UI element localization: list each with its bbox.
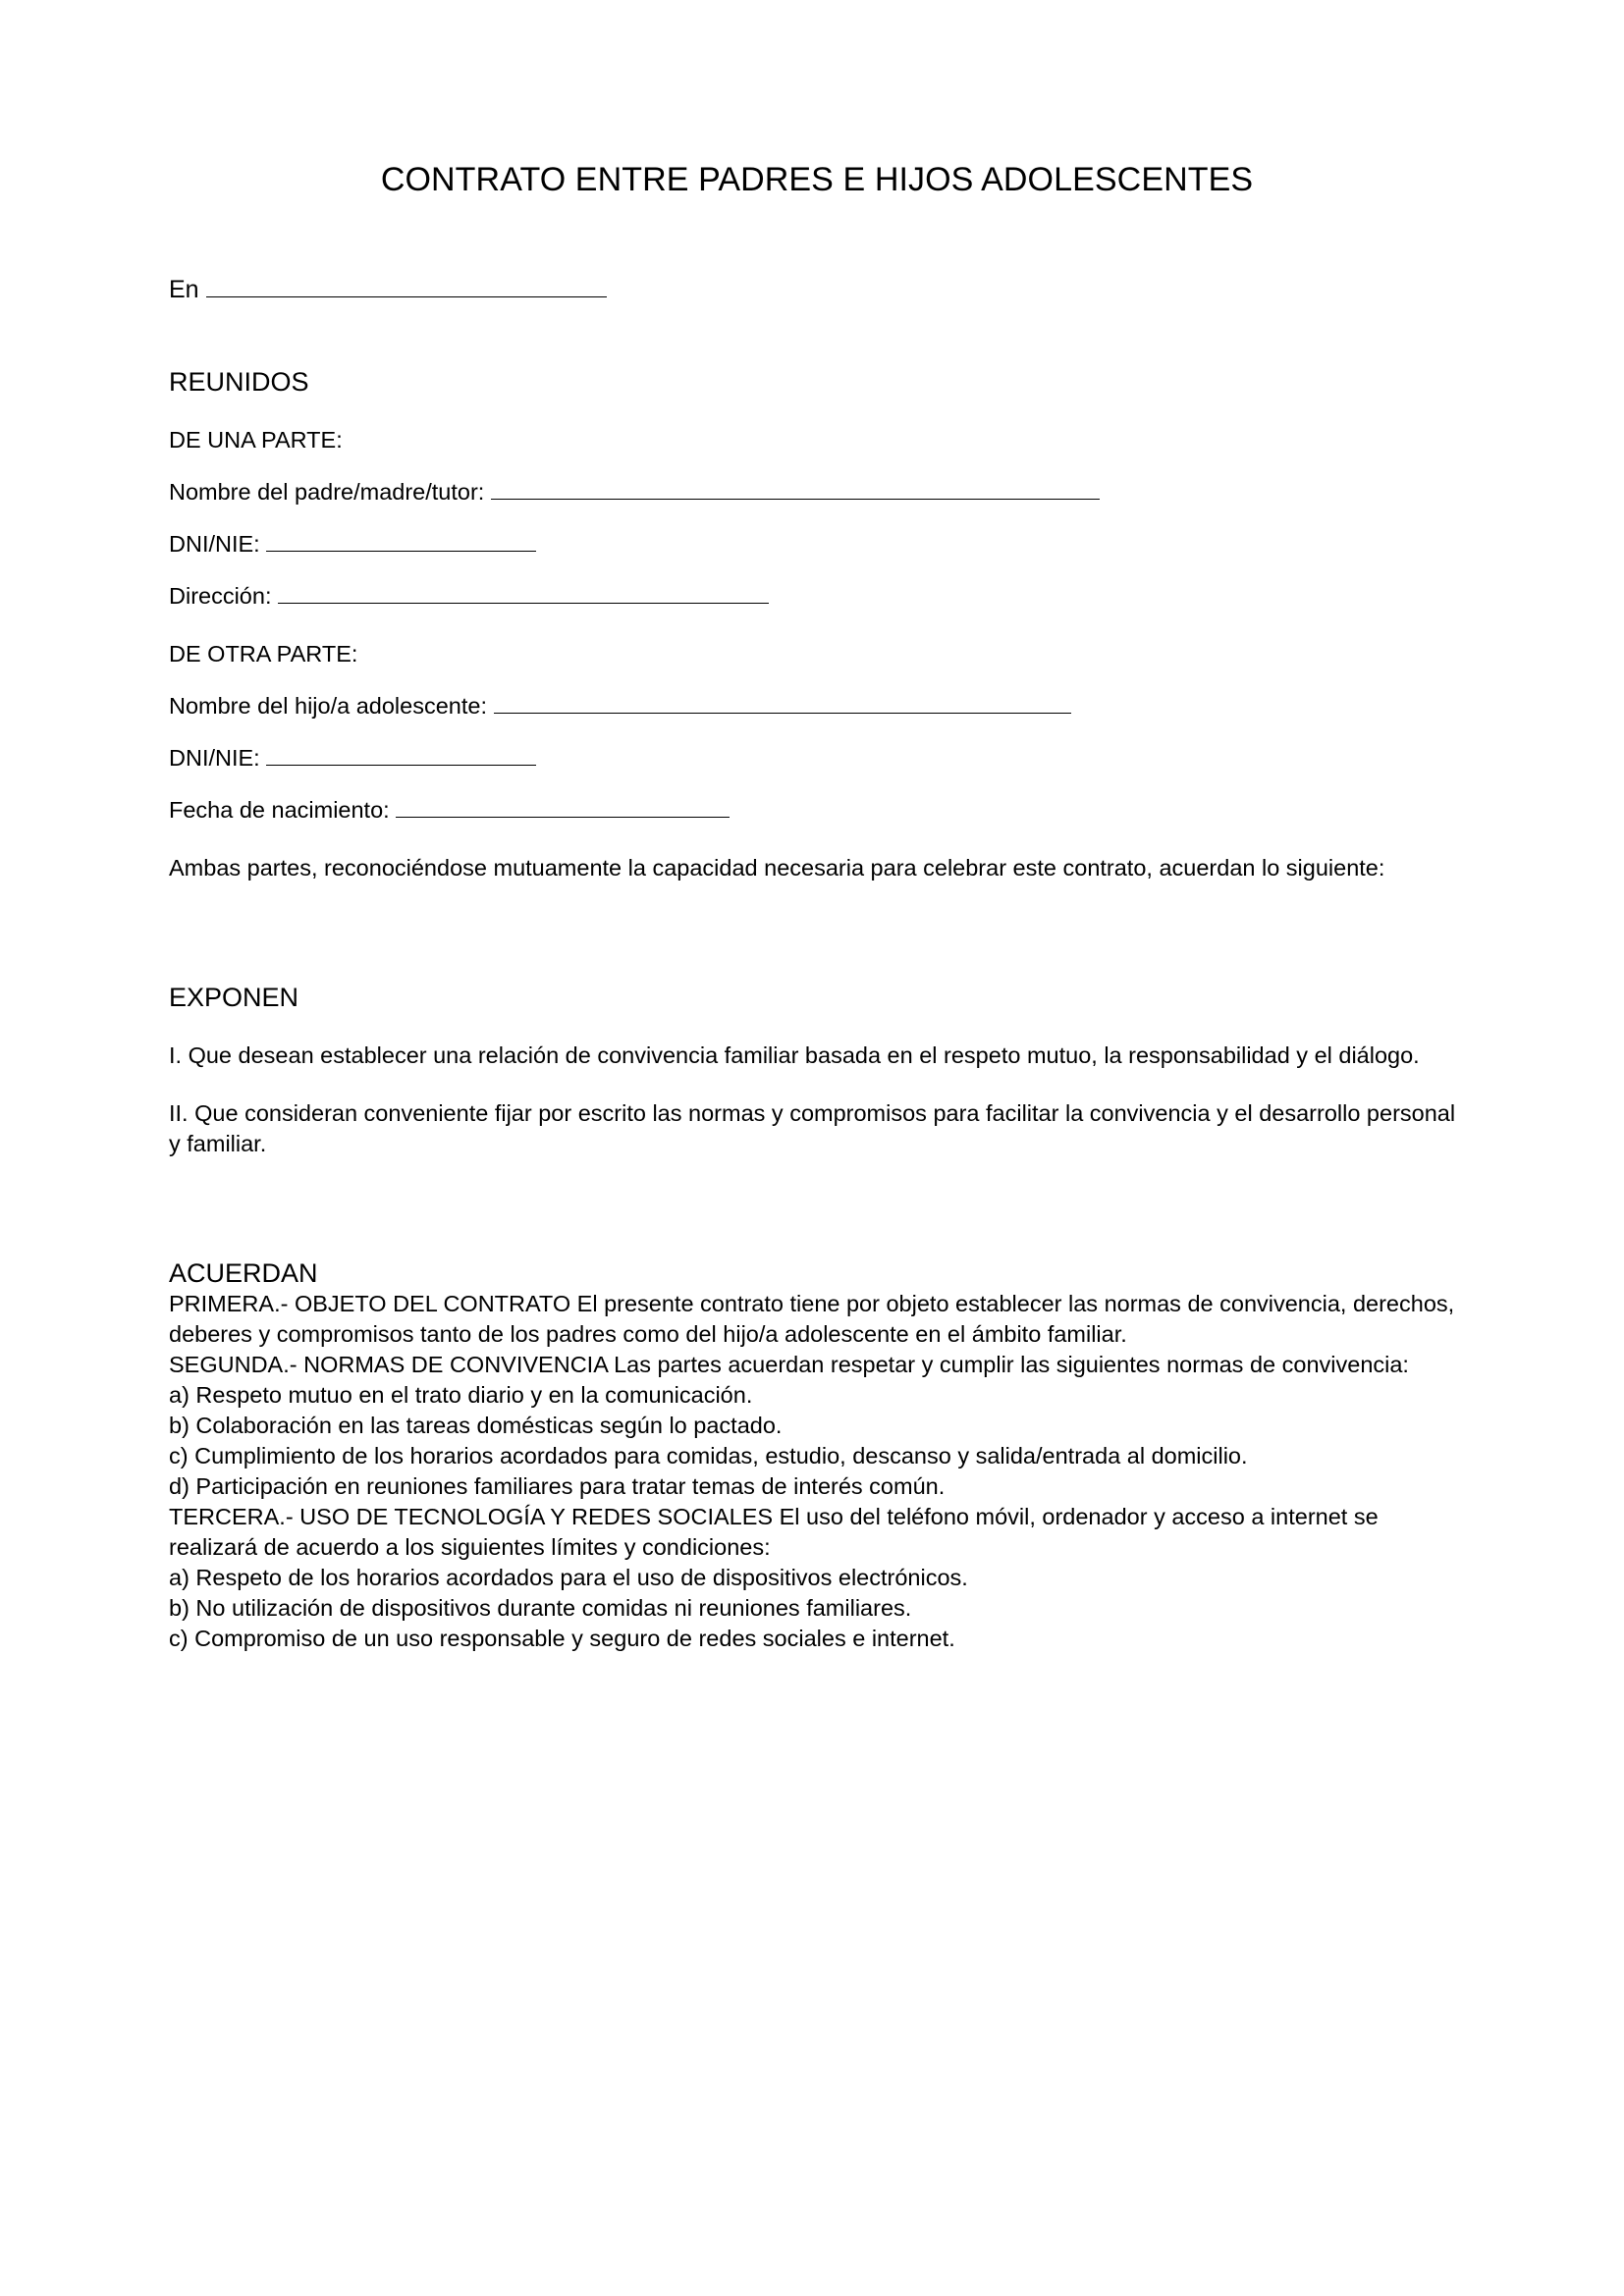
child-birthdate-field-row — [169, 795, 1465, 826]
exponen-item: I. Que desean establecer una relación de convivencia familiar basada en el respeto mutuo, la responsabilidad y el diálogo. — [169, 1042, 1420, 1068]
child-dni-label: DNI/NIE: — [169, 745, 267, 771]
parent-address-input-line[interactable] — [278, 584, 769, 604]
parent-name-input-line[interactable] — [491, 480, 1100, 500]
place-field-row — [169, 275, 1465, 304]
clause-intro: SEGUNDA.- NORMAS DE CONVIVENCIA Las partes acuerdan respetar y cumplir las siguientes normas de convivencia: — [169, 1352, 1409, 1377]
place-field-label: En — [169, 276, 206, 303]
party-one-label: DE UNA PARTE: — [169, 427, 343, 453]
clause-item: a) Respeto de los horarios acordados para el uso de dispositivos electrónicos. — [169, 1565, 968, 1590]
clause-item: b) Colaboración en las tareas domésticas según lo pactado. — [169, 1413, 783, 1438]
clause-item: d) Participación en reuniones familiares para tratar temas de interés común. — [169, 1473, 946, 1499]
child-name-input-line[interactable] — [494, 694, 1071, 714]
child-name-label: Nombre del hijo/a adolescente: — [169, 693, 494, 719]
clause-item: c) Cumplimiento de los horarios acordados para comidas, estudio, descanso y salida/entrada al domicilio. — [169, 1443, 1248, 1468]
child-name-field-row — [169, 691, 1465, 721]
page-title: CONTRATO ENTRE PADRES E HIJOS ADOLESCENTES — [380, 161, 1254, 198]
clause-intro: PRIMERA.- OBJETO DEL CONTRATO El presente contrato tiene por objeto establecer las normas de convivencia, derechos, deberes y compromisos tanto de los padres como del hijo/a adolescente en el ámbito familiar. — [169, 1291, 1455, 1347]
exponen-item: II. Que consideran conveniente fijar por escrito las normas y compromisos para facilitar la convivencia y el desarrollo personal y familiar. — [169, 1100, 1456, 1156]
clause-tercera — [169, 1502, 1465, 1654]
section-heading-reunidos: REUNIDOS — [169, 367, 309, 397]
party-two-label: DE OTRA PARTE: — [169, 641, 358, 667]
parent-name-field-row — [169, 477, 1465, 507]
reunidos-closing-paragraph: Ambas partes, reconociéndose mutuamente la capacidad necesaria para celebrar este contrato, acuerdan lo siguiente: — [169, 855, 1385, 881]
parent-dni-field-row — [169, 529, 1465, 560]
child-dni-input-line[interactable] — [266, 746, 536, 766]
clause-segunda — [169, 1350, 1465, 1502]
clause-item: c) Compromiso de un uso responsable y seguro de redes sociales e internet. — [169, 1626, 955, 1651]
section-heading-exponen: EXPONEN — [169, 983, 299, 1012]
clause-item: a) Respeto mutuo en el trato diario y en la comunicación. — [169, 1382, 753, 1408]
clause-intro: TERCERA.- USO DE TECNOLOGÍA Y REDES SOCIALES El uso del teléfono móvil, ordenador y acceso a internet se realizará de acuerdo a los siguientes límites y condiciones: — [169, 1504, 1379, 1560]
parent-dni-input-line[interactable] — [266, 532, 536, 552]
parent-dni-label: DNI/NIE: — [169, 531, 267, 557]
parent-name-label: Nombre del padre/madre/tutor: — [169, 479, 491, 505]
parent-address-label: Dirección: — [169, 583, 279, 609]
place-input-line[interactable] — [206, 278, 607, 297]
section-heading-acuerdan: ACUERDAN — [169, 1258, 318, 1288]
child-birthdate-label: Fecha de nacimiento: — [169, 797, 397, 823]
child-birthdate-input-line[interactable] — [396, 798, 730, 818]
parent-address-field-row — [169, 581, 1465, 612]
clause-primera — [169, 1289, 1465, 1350]
child-dni-field-row — [169, 743, 1465, 774]
document-content — [169, 0, 1465, 1654]
clause-item: b) No utilización de dispositivos durante comidas ni reuniones familiares. — [169, 1595, 912, 1621]
